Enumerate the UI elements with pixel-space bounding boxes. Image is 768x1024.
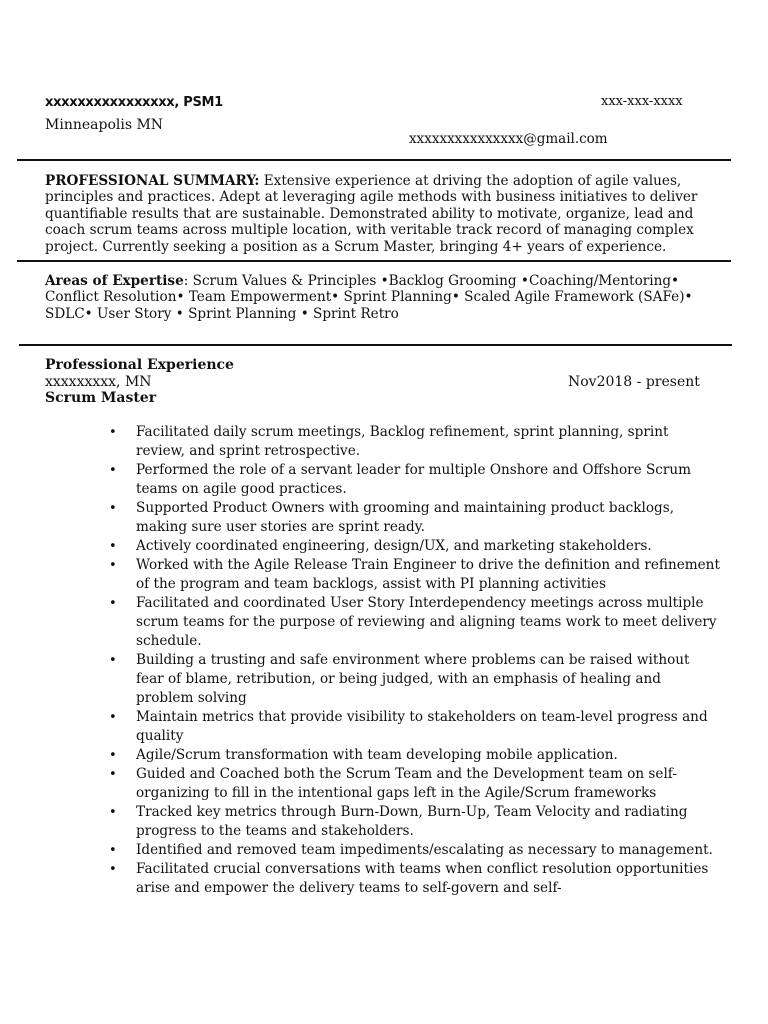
professional-summary xyxy=(45,173,725,255)
bullet-text: Facilitated and coordinated User Story Interdependency meetings across multiple scrum teams for the purpose of reviewing and aligning teams work to meet delivery schedule. xyxy=(136,595,717,649)
list-item xyxy=(105,860,720,898)
expertise-label: Areas of Expertise xyxy=(45,273,184,289)
divider-header xyxy=(17,159,731,161)
summary-text: Extensive experience at driving the adoption of agile values, principles and practices. Adept at leveraging agile methods with business initiatives to deliver quantifiable results that are sustainable. Demonstrated ability to motivate, organize, lead and coach scrum teams across multiple location, with veritable track record of managing complex project. Currently seeking a position as a Scrum Master, bringing 4+ years of experience. xyxy=(45,173,698,255)
company-name: xxxxxxxxx, MN xyxy=(45,374,152,390)
list-item xyxy=(105,746,720,765)
list-item xyxy=(105,461,720,499)
list-item xyxy=(105,708,720,746)
bullet-text: Agile/Scrum transformation with team developing mobile application. xyxy=(136,747,618,763)
areas-of-expertise xyxy=(45,273,725,322)
bullet-text: Facilitated crucial conversations with teams when conflict resolution opportunities arise and empower the delivery teams to self-govern and self- xyxy=(136,861,709,896)
job-role: Scrum Master xyxy=(45,390,157,406)
candidate-location: Minneapolis MN xyxy=(45,117,164,133)
bullet-icon: • xyxy=(109,843,117,858)
bullet-icon: • xyxy=(109,805,117,820)
bullet-text: Worked with the Agile Release Train Engineer to drive the definition and refinement of the program and team backlogs, assist with PI planning activities xyxy=(136,557,720,592)
expertise-text: : Scrum Values & Principles •Backlog Grooming •Coaching/Mentoring• Conflict Resolution• Team Empowerment• Sprint Planning• Scaled Agile Framework (SAFe)• SDLC• User Story • Sprint Planning • Sprint Retro xyxy=(45,273,693,322)
list-item xyxy=(105,765,720,803)
bullet-text: Guided and Coached both the Scrum Team and the Development team on self-organizing to fill in the intentional gaps left in the Agile/Scrum frameworks xyxy=(136,766,677,801)
list-item xyxy=(105,594,720,651)
candidate-email: xxxxxxxxxxxxxxx@gmail.com xyxy=(409,131,608,147)
bullet-text: Supported Product Owners with grooming and maintaining product backlogs, making sure user stories are sprint ready. xyxy=(136,500,675,535)
divider-summary xyxy=(17,260,731,262)
bullet-icon: • xyxy=(109,558,117,573)
list-item xyxy=(105,537,720,556)
bullet-icon: • xyxy=(109,710,117,725)
bullet-text: Tracked key metrics through Burn-Down, Burn-Up, Team Velocity and radiating progress to the teams and stakeholders. xyxy=(136,804,688,839)
bullet-icon: • xyxy=(109,463,117,478)
bullet-icon: • xyxy=(109,862,117,877)
list-item xyxy=(105,841,720,860)
bullet-text: Building a trusting and safe environment where problems can be raised without fear of blame, retribution, or being judged, with an emphasis of healing and problem solving xyxy=(136,652,690,706)
bullet-text: Facilitated daily scrum meetings, Backlog refinement, sprint planning, sprint review, and sprint retrospective. xyxy=(136,424,669,459)
list-item xyxy=(105,499,720,537)
candidate-name: xxxxxxxxxxxxxxxx, PSM1 xyxy=(45,95,223,110)
list-item xyxy=(105,803,720,841)
bullet-text: Actively coordinated engineering, design/UX, and marketing stakeholders. xyxy=(136,538,652,554)
bullet-text: Maintain metrics that provide visibility to stakeholders on team-level progress and quality xyxy=(136,709,708,744)
bullet-icon: • xyxy=(109,596,117,611)
divider-expertise xyxy=(19,344,732,346)
bullet-icon: • xyxy=(109,501,117,516)
bullet-icon: • xyxy=(109,767,117,782)
bullet-icon: • xyxy=(109,748,117,763)
bullet-icon: • xyxy=(109,539,117,554)
responsibilities-list xyxy=(105,423,720,898)
bullet-text: Performed the role of a servant leader for multiple Onshore and Offshore Scrum teams on agile good practices. xyxy=(136,462,692,497)
summary-label: PROFESSIONAL SUMMARY: xyxy=(45,173,260,189)
bullet-text: Identified and removed team impediments/escalating as necessary to management. xyxy=(136,842,713,858)
bullet-icon: • xyxy=(109,425,117,440)
candidate-phone: xxx-xxx-xxxx xyxy=(601,94,683,109)
bullet-icon: • xyxy=(109,653,117,668)
list-item xyxy=(105,556,720,594)
experience-section-title: Professional Experience xyxy=(45,357,234,373)
list-item xyxy=(105,651,720,708)
employment-dates: Nov2018 - present xyxy=(568,374,700,390)
list-item xyxy=(105,423,720,461)
